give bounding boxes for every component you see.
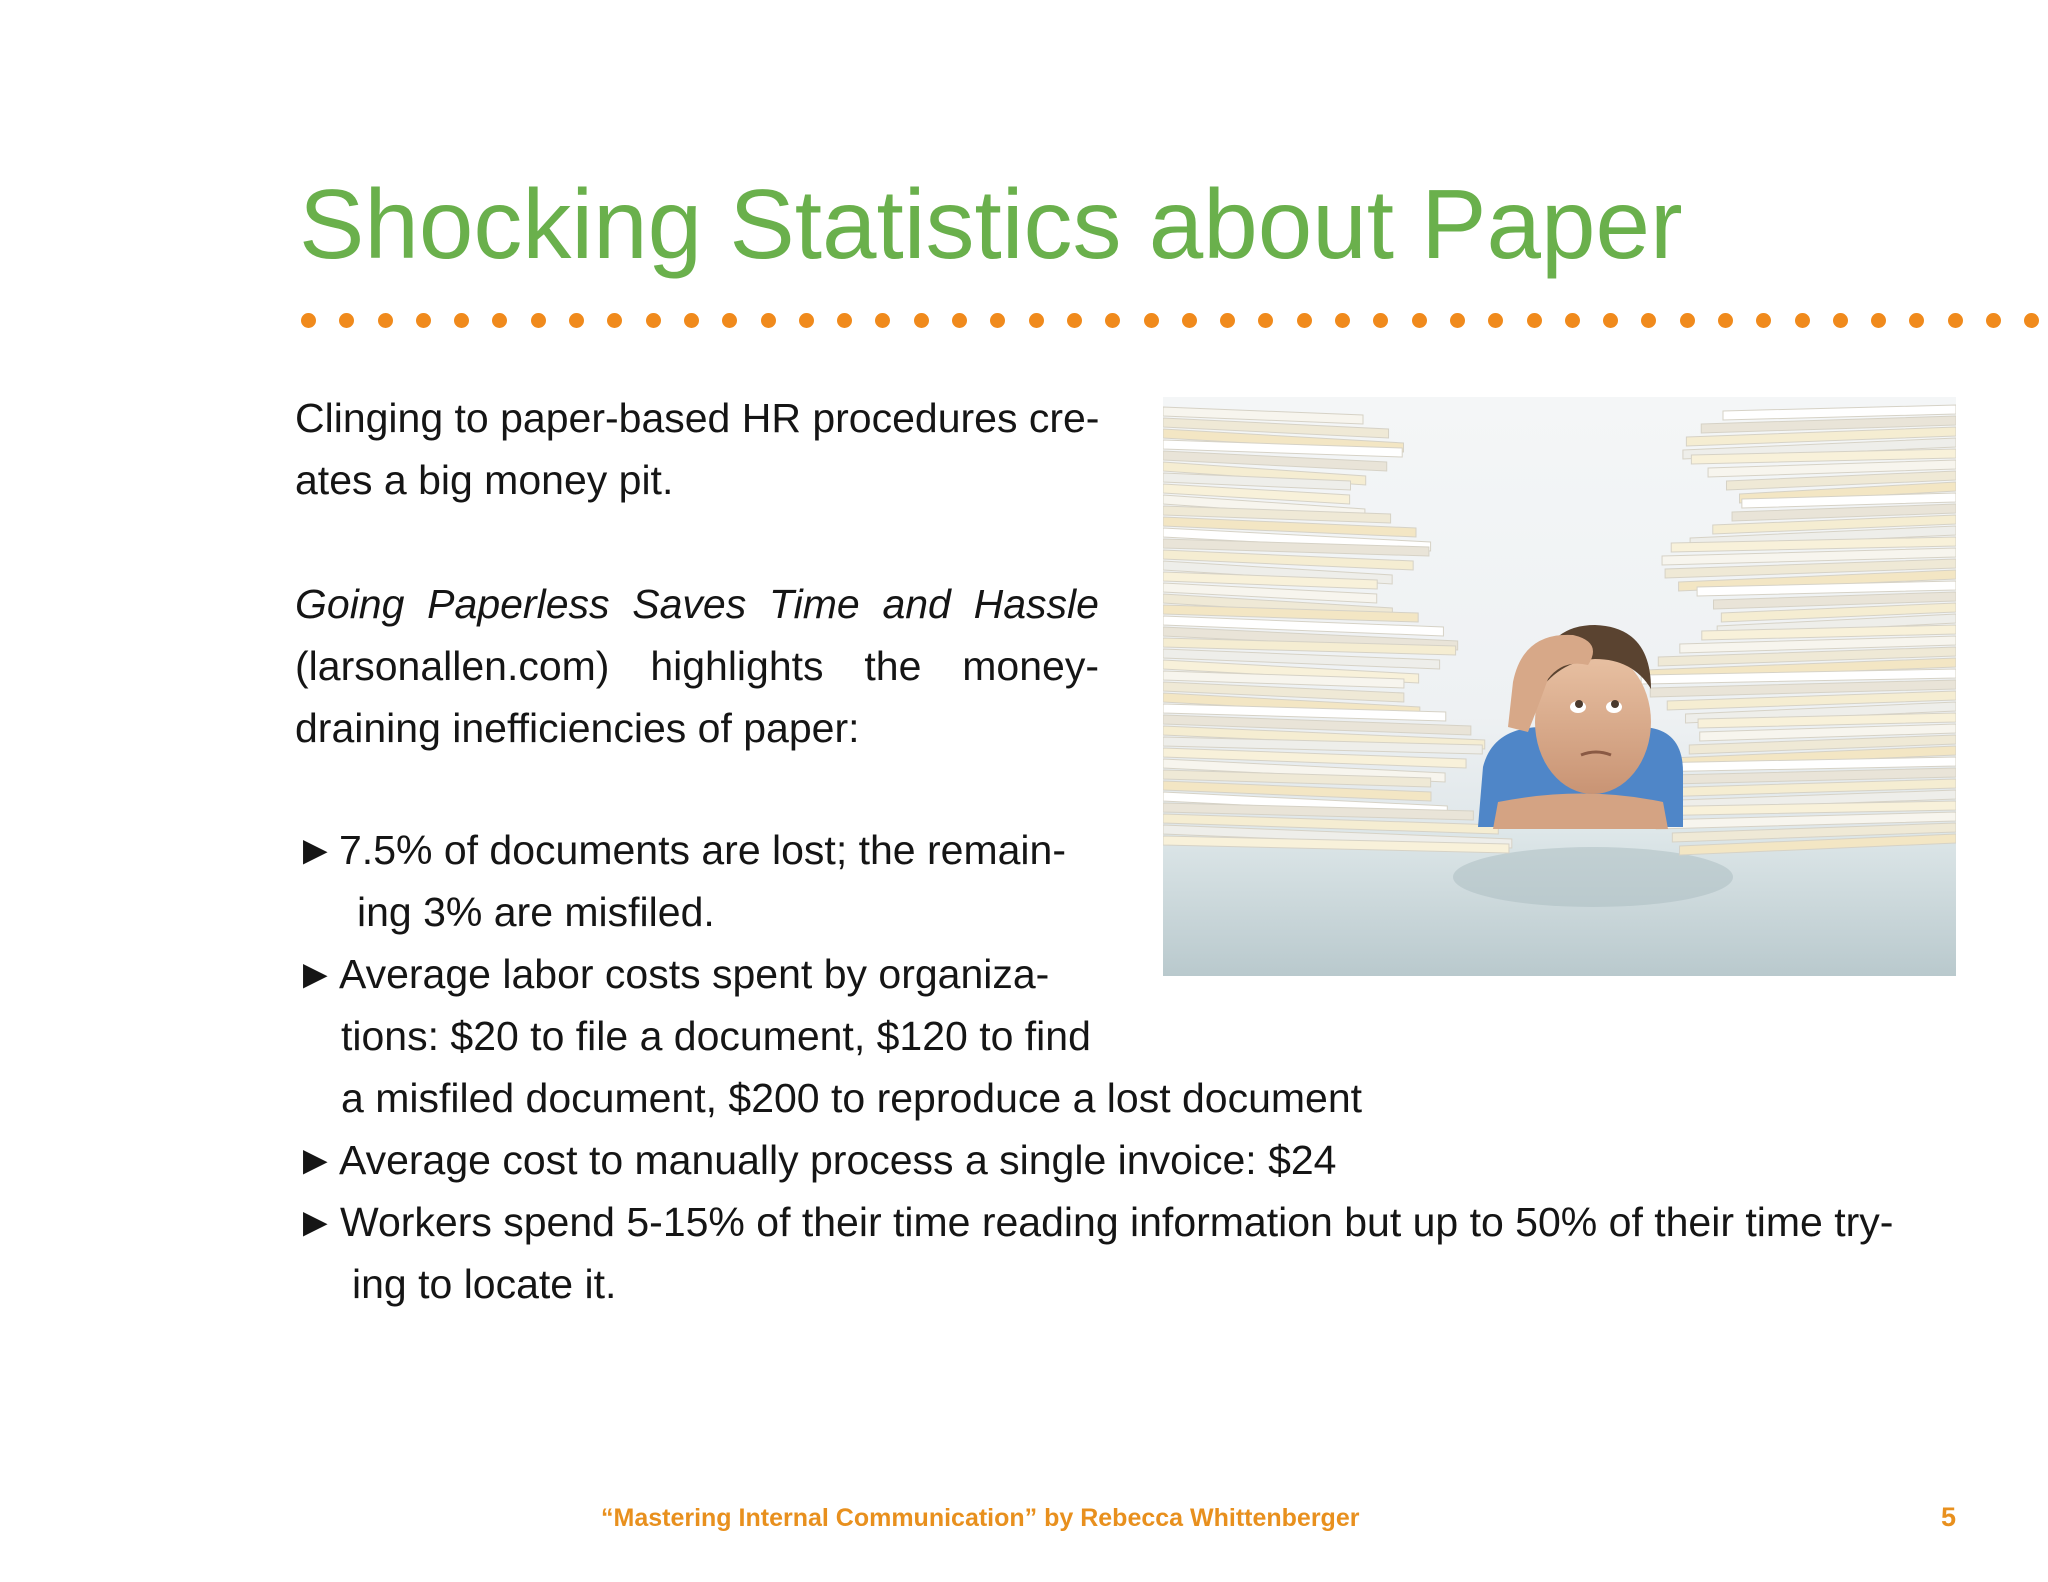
divider-dot: [416, 313, 431, 328]
source-word: Time: [768, 581, 860, 627]
divider-dot: [1680, 313, 1695, 328]
divider-dot: [1718, 313, 1733, 328]
divider-dot: [607, 313, 622, 328]
man-between-paper-stacks-photo: [1163, 397, 1956, 976]
divider-dot: [1297, 313, 1312, 328]
bullet-marker: ►: [295, 827, 336, 873]
source-word: Paperless: [427, 581, 610, 627]
source-word: (larsonallen.com): [295, 643, 610, 689]
divider-dot: [1335, 313, 1350, 328]
page-number: 5: [1941, 1502, 1957, 1532]
bullet-line: a misfiled document, $200 to reproduce a lost document: [341, 1075, 1363, 1121]
divider-dot: [684, 313, 699, 328]
divider-dot: [454, 313, 469, 328]
divider-dot: [1603, 313, 1618, 328]
divider-dot: [1527, 313, 1542, 328]
divider-dot: [875, 313, 890, 328]
dotted-divider: [301, 313, 2048, 329]
divider-dot: [1986, 313, 2001, 328]
bullet-line: Workers spend 5-15% of their time reading information but up to 50% of their time try-: [340, 1199, 1894, 1245]
divider-dot: [301, 313, 316, 328]
bullet-item: [295, 1129, 1893, 1191]
divider-dot: [952, 313, 967, 328]
source-word: highlights: [650, 643, 824, 689]
intro-line: ates a big money pit.: [295, 457, 674, 503]
divider-dot: [1105, 313, 1120, 328]
divider-dot: [799, 313, 814, 328]
divider-dot: [1948, 313, 1963, 328]
source-paragraph: [295, 573, 1099, 759]
divider-dot: [1144, 313, 1159, 328]
divider-dot: [1756, 313, 1771, 328]
source-line-3: draining inefficiencies of paper:: [295, 705, 860, 751]
divider-dot: [1067, 313, 1082, 328]
bullet-line: Average labor costs spent by organiza-: [339, 951, 1050, 997]
divider-dot: [1565, 313, 1580, 328]
intro-paragraph: [295, 387, 1099, 511]
bullet-marker: ►: [295, 951, 336, 997]
source-word: Going: [295, 581, 405, 627]
divider-dot: [1488, 313, 1503, 328]
bullet-line: tions: $20 to file a document, $120 to find: [341, 1013, 1091, 1059]
bullet-line: ing 3% are misfiled.: [357, 889, 715, 935]
source-line-2: [295, 635, 1099, 697]
bullet-marker: ►: [295, 1199, 336, 1245]
divider-dot: [2024, 313, 2039, 328]
divider-dot: [1871, 313, 1886, 328]
divider-dot: [837, 313, 852, 328]
divider-dot: [990, 313, 1005, 328]
divider-dot: [1182, 313, 1197, 328]
source-word: Hassle: [973, 581, 1099, 627]
divider-dot: [722, 313, 737, 328]
source-word: Saves: [632, 581, 747, 627]
source-word: and: [882, 581, 951, 627]
divider-dot: [339, 313, 354, 328]
divider-dot: [761, 313, 776, 328]
divider-dot: [1258, 313, 1273, 328]
bullet-marker: ►: [295, 1137, 336, 1183]
source-word: money-: [962, 643, 1099, 689]
divider-dot: [1909, 313, 1924, 328]
divider-dot: [1833, 313, 1848, 328]
divider-dot: [914, 313, 929, 328]
bullet-line: Average cost to manually process a single invoice: $24: [339, 1137, 1337, 1183]
divider-dot: [1029, 313, 1044, 328]
divider-dot: [1641, 313, 1656, 328]
source-book-title: [295, 573, 1099, 635]
bullet-line: ing to locate it.: [352, 1261, 617, 1307]
divider-dot: [646, 313, 661, 328]
bullet-item: [295, 1191, 1893, 1253]
bullet-line: 7.5% of documents are lost; the remain-: [339, 827, 1066, 873]
divider-dot: [378, 313, 393, 328]
divider-dot: [1220, 313, 1235, 328]
intro-line: Clinging to paper-based HR procedures cre-: [295, 395, 1100, 441]
divider-dot: [531, 313, 546, 328]
divider-dot: [1450, 313, 1465, 328]
divider-dot: [492, 313, 507, 328]
footer-credit: “Mastering Internal Communication” by Rebecca Whittenberger: [601, 1504, 1360, 1532]
source-word: the: [864, 643, 922, 689]
slide-title: Shocking Statistics about Paper: [299, 169, 1683, 279]
divider-dot: [569, 313, 584, 328]
divider-dot: [1412, 313, 1427, 328]
divider-dot: [1795, 313, 1810, 328]
divider-dot: [1373, 313, 1388, 328]
